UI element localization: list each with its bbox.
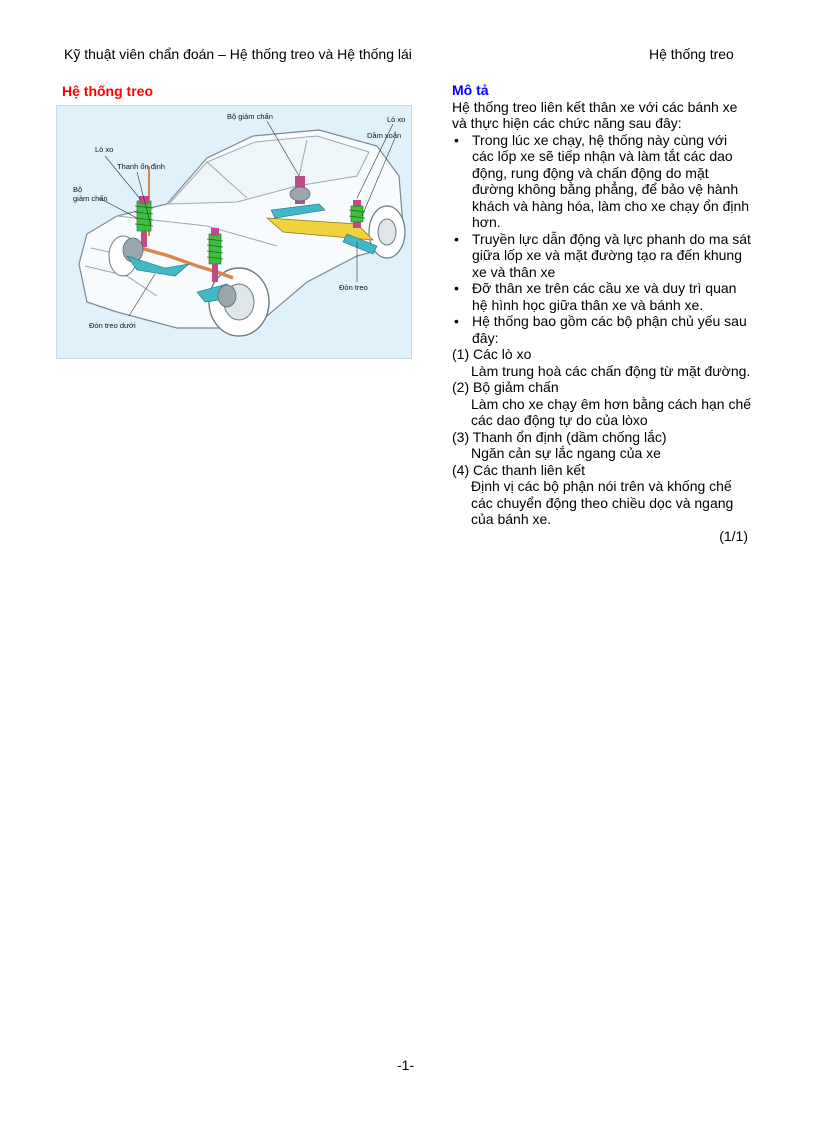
- label-control-arm: Đòn treo: [339, 283, 368, 292]
- page-number: -1-: [397, 1057, 415, 1073]
- list-item: • Truyền lực dẫn động và lực phanh do ma sát giữa lốp xe và mặt đường tạo ra đến khung xe và thân xe: [452, 231, 752, 281]
- header-left-title: Kỹ thuật viên chẩn đoán – Hệ thống treo và Hệ thống lái: [64, 46, 412, 62]
- function-list: [452, 132, 752, 347]
- component-stabilizer-label: (3) Thanh ổn định (dầm chống lắc): [452, 428, 667, 445]
- component-links-label: (4) Các thanh liên kết: [452, 461, 586, 478]
- list-item: • Trong lúc xe chạy, hệ thống này cùng với các lốp xe sẽ tiếp nhận và làm tắt các dao động, rung động và chấn động do mặt đường không bằng phẳng, để bảo vệ hành khách và hàng hóa, làm cho xe chạy ổn định hơn.: [452, 132, 752, 231]
- description-title: Mô tả: [452, 82, 489, 98]
- suspension-diagram: [56, 105, 412, 359]
- component-stabilizer-desc: Ngăn cản sự lắc ngang của xe: [471, 445, 661, 461]
- label-shock-absorber-left-line2: giảm chấn: [73, 194, 108, 203]
- component-springs-desc: Làm trung hoà các chấn động từ mặt đường.: [471, 362, 751, 379]
- label-shock-absorber-top: Bộ giảm chấn: [227, 112, 273, 121]
- description-intro: Hệ thống treo liên kết thân xe với các bánh xe và thực hiện các chức năng sau đây:: [452, 98, 738, 131]
- label-spring-left: Lò xo: [95, 145, 114, 154]
- list-item: • Đỡ thân xe trên các cầu xe và duy trì quan hệ hình học giữa thân xe và bánh xe.: [452, 280, 752, 313]
- header-right-title: Hệ thống treo: [649, 46, 734, 62]
- label-spring-right: Lò xo: [387, 115, 406, 124]
- page-indicator: (1/1): [719, 527, 748, 544]
- label-shock-absorber-left-line1: Bộ: [73, 185, 83, 194]
- description-column: [452, 82, 752, 544]
- label-torsion-beam: Dầm xoắn: [367, 131, 402, 140]
- component-shock-label: (2) Bộ giảm chấn: [452, 379, 559, 395]
- section-title: Hệ thống treo: [62, 83, 153, 99]
- label-stabilizer-bar: Thanh ổn định: [117, 162, 165, 171]
- component-links-desc: Định vị các bộ phận nói trên và khống chế các chuyển động theo chiều dọc và ngang của bánh xe.: [471, 478, 734, 527]
- list-item: • Hệ thống bao gồm các bộ phận chủ yếu sau đây:: [452, 313, 752, 346]
- component-springs-label: (1) Các lò xo: [452, 346, 532, 362]
- component-shock-desc: Làm cho xe chạy êm hơn bằng cách hạn chế các dao động tự do của lòxo: [471, 395, 752, 428]
- label-lower-control-arm: Đòn treo dưới: [89, 321, 136, 330]
